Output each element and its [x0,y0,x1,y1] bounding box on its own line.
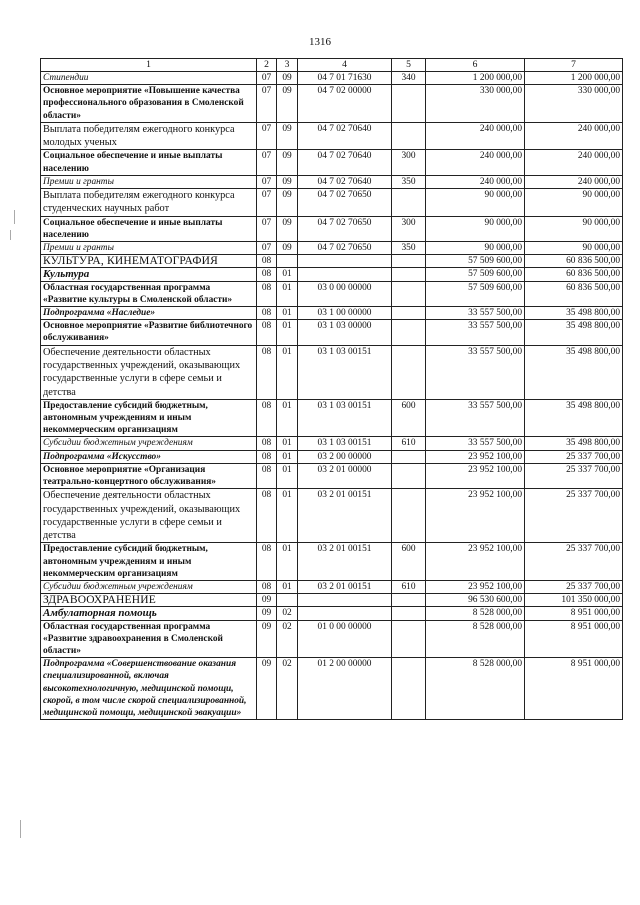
expense-type-code [392,345,426,399]
table-row [41,543,623,581]
amount-year-2: 90 000,00 [525,242,623,255]
amount-year-1: 96 530 600,00 [426,594,525,607]
table-row [41,450,623,463]
subsection-code: 09 [277,216,298,241]
expense-type-code: 350 [392,242,426,255]
table-row [41,463,623,488]
target-article-code: 04 7 02 70640 [298,122,392,150]
target-article-code: 03 2 01 00151 [298,543,392,581]
amount-year-1: 240 000,00 [426,175,525,188]
scan-mark [10,230,11,240]
subsection-code: 01 [277,399,298,437]
section-code: 08 [257,255,277,268]
subsection-code: 09 [277,189,298,217]
row-name: Выплата победителям ежегодного конкурса студенческих научных работ [41,189,257,217]
row-name: Амбулаторная помощь [41,607,257,620]
amount-year-2: 35 498 800,00 [525,320,623,345]
column-header: 4 [298,59,392,72]
row-name: Подпрограмма «Искусство» [41,450,257,463]
target-article-code: 03 2 01 00151 [298,581,392,594]
amount-year-2: 60 836 500,00 [525,281,623,306]
table-row [41,189,623,217]
table-row [41,150,623,175]
expense-type-code: 600 [392,543,426,581]
section-code: 09 [257,620,277,658]
amount-year-2: 8 951 000,00 [525,620,623,658]
section-code: 08 [257,281,277,306]
section-code: 08 [257,399,277,437]
subsection-code: 02 [277,620,298,658]
target-article-code: 03 0 00 00000 [298,281,392,306]
amount-year-1: 240 000,00 [426,122,525,150]
amount-year-1: 23 952 100,00 [426,450,525,463]
section-code: 07 [257,150,277,175]
row-name: Социальное обеспечение и иные выплаты населению [41,150,257,175]
row-name: КУЛЬТУРА, КИНЕМАТОГРАФИЯ [41,255,257,268]
expense-type-code [392,255,426,268]
amount-year-1: 23 952 100,00 [426,543,525,581]
amount-year-2: 330 000,00 [525,85,623,123]
row-name: Предоставление субсидий бюджетным, автономным учреждениям и иным некоммерческим организациям [41,399,257,437]
amount-year-1: 90 000,00 [426,216,525,241]
expense-type-code [392,320,426,345]
column-header: 6 [426,59,525,72]
expense-type-code [392,268,426,281]
table-row [41,242,623,255]
row-name: Областная государственная программа «Развитие здравоохранения в Смоленской области» [41,620,257,658]
expense-type-code [392,658,426,720]
row-name: Обеспечение деятельности областных государственных учреждений, оказывающих государственные услуги в сфере семьи и детства [41,345,257,399]
amount-year-2: 35 498 800,00 [525,399,623,437]
target-article-code: 04 7 02 70640 [298,150,392,175]
amount-year-2: 8 951 000,00 [525,658,623,720]
subsection-code: 02 [277,607,298,620]
target-article-code: 04 7 01 71630 [298,72,392,85]
row-name: Подпрограмма «Наследие» [41,307,257,320]
table-row [41,399,623,437]
scan-mark [20,820,21,838]
amount-year-2: 240 000,00 [525,122,623,150]
row-name: Подпрограмма «Совершенствование оказания специализированной, включая высокотехнологичную, медицинской помощи, скорой, в том числе скорой специализированной, медицинской помощи, медицинской эвакуации» [41,658,257,720]
amount-year-2: 101 350 000,00 [525,594,623,607]
subsection-code: 01 [277,543,298,581]
section-code: 09 [257,594,277,607]
header-row [41,59,623,72]
amount-year-2: 25 337 700,00 [525,489,623,543]
table-row [41,581,623,594]
amount-year-1: 8 528 000,00 [426,658,525,720]
subsection-code: 01 [277,307,298,320]
amount-year-2: 60 836 500,00 [525,255,623,268]
subsection-code: 01 [277,489,298,543]
expense-type-code [392,463,426,488]
table-row [41,255,623,268]
subsection-code: 01 [277,450,298,463]
target-article-code: 04 7 02 70650 [298,189,392,217]
amount-year-2: 8 951 000,00 [525,607,623,620]
table-row [41,268,623,281]
amount-year-1: 240 000,00 [426,150,525,175]
expense-type-code: 340 [392,72,426,85]
amount-year-1: 33 557 500,00 [426,399,525,437]
section-code: 07 [257,122,277,150]
table-row [41,85,623,123]
target-article-code: 01 2 00 00000 [298,658,392,720]
section-code: 08 [257,450,277,463]
budget-table [40,58,623,720]
target-article-code [298,607,392,620]
expense-type-code [392,85,426,123]
table-row [41,594,623,607]
column-header: 1 [41,59,257,72]
section-code: 08 [257,543,277,581]
amount-year-1: 23 952 100,00 [426,463,525,488]
target-article-code [298,594,392,607]
section-code: 09 [257,658,277,720]
row-name: Премии и гранты [41,242,257,255]
amount-year-1: 330 000,00 [426,85,525,123]
amount-year-2: 25 337 700,00 [525,463,623,488]
amount-year-1: 57 509 600,00 [426,255,525,268]
amount-year-1: 8 528 000,00 [426,620,525,658]
target-article-code: 04 7 02 70650 [298,216,392,241]
expense-type-code [392,450,426,463]
target-article-code [298,255,392,268]
target-article-code: 03 1 03 00000 [298,320,392,345]
amount-year-1: 90 000,00 [426,189,525,217]
expense-type-code [392,489,426,543]
table-row [41,489,623,543]
subsection-code [277,594,298,607]
row-name: Стипендии [41,72,257,85]
column-header: 5 [392,59,426,72]
expense-type-code: 610 [392,437,426,450]
expense-type-code: 300 [392,150,426,175]
subsection-code [277,255,298,268]
amount-year-2: 240 000,00 [525,175,623,188]
amount-year-1: 33 557 500,00 [426,320,525,345]
table-row [41,216,623,241]
amount-year-2: 240 000,00 [525,150,623,175]
expense-type-code: 600 [392,399,426,437]
amount-year-1: 1 200 000,00 [426,72,525,85]
table-row [41,122,623,150]
amount-year-1: 90 000,00 [426,242,525,255]
table-row [41,281,623,306]
amount-year-1: 57 509 600,00 [426,268,525,281]
amount-year-1: 8 528 000,00 [426,607,525,620]
row-name: Основное мероприятие «Повышение качества профессионального образования в Смоленской области» [41,85,257,123]
table-row [41,607,623,620]
target-article-code: 03 2 01 00000 [298,463,392,488]
subsection-code: 01 [277,268,298,281]
subsection-code: 01 [277,581,298,594]
section-code: 08 [257,437,277,450]
column-header: 3 [277,59,298,72]
subsection-code: 09 [277,242,298,255]
subsection-code: 01 [277,463,298,488]
section-code: 07 [257,175,277,188]
expense-type-code: 300 [392,216,426,241]
scan-mark [14,210,15,224]
target-article-code: 03 1 03 00151 [298,399,392,437]
column-header: 2 [257,59,277,72]
expense-type-code [392,281,426,306]
table-row [41,658,623,720]
amount-year-1: 23 952 100,00 [426,489,525,543]
subsection-code: 01 [277,281,298,306]
table-row [41,345,623,399]
target-article-code: 04 7 02 70650 [298,242,392,255]
subsection-code: 09 [277,150,298,175]
subsection-code: 09 [277,72,298,85]
amount-year-2: 60 836 500,00 [525,268,623,281]
expense-type-code [392,122,426,150]
target-article-code: 03 2 00 00000 [298,450,392,463]
row-name: Премии и гранты [41,175,257,188]
subsection-code: 09 [277,175,298,188]
expense-type-code [392,594,426,607]
target-article-code: 03 1 03 00151 [298,437,392,450]
row-name: Обеспечение деятельности областных государственных учреждений, оказывающих государственные услуги в сфере семьи и детства [41,489,257,543]
section-code: 08 [257,463,277,488]
amount-year-2: 1 200 000,00 [525,72,623,85]
table-row [41,72,623,85]
amount-year-1: 33 557 500,00 [426,345,525,399]
amount-year-1: 23 952 100,00 [426,581,525,594]
subsection-code: 09 [277,122,298,150]
row-name: Культура [41,268,257,281]
row-name: Предоставление субсидий бюджетным, автономным учреждениям и иным некоммерческим организациям [41,543,257,581]
target-article-code [298,268,392,281]
subsection-code: 01 [277,320,298,345]
section-code: 08 [257,581,277,594]
column-header: 7 [525,59,623,72]
expense-type-code [392,620,426,658]
section-code: 07 [257,85,277,123]
subsection-code: 01 [277,437,298,450]
amount-year-2: 35 498 800,00 [525,437,623,450]
amount-year-1: 33 557 500,00 [426,307,525,320]
row-name: Субсидии бюджетным учреждениям [41,581,257,594]
section-code: 08 [257,307,277,320]
expense-type-code: 350 [392,175,426,188]
amount-year-1: 57 509 600,00 [426,281,525,306]
row-name: Основное мероприятие «Организация театрально-концертного обслуживания» [41,463,257,488]
target-article-code: 03 1 00 00000 [298,307,392,320]
target-article-code: 03 1 03 00151 [298,345,392,399]
target-article-code: 01 0 00 00000 [298,620,392,658]
section-code: 08 [257,268,277,281]
section-code: 08 [257,345,277,399]
table-row [41,620,623,658]
amount-year-2: 35 498 800,00 [525,345,623,399]
target-article-code: 03 2 01 00151 [298,489,392,543]
row-name: Основное мероприятие «Развитие библиотечного обслуживания» [41,320,257,345]
amount-year-2: 25 337 700,00 [525,581,623,594]
expense-type-code [392,307,426,320]
table-row [41,320,623,345]
amount-year-2: 90 000,00 [525,189,623,217]
table-row [41,437,623,450]
subsection-code: 09 [277,85,298,123]
row-name: Областная государственная программа «Развитие культуры в Смоленской области» [41,281,257,306]
page-number: 1316 [309,36,331,48]
expense-type-code [392,189,426,217]
section-code: 07 [257,72,277,85]
amount-year-2: 90 000,00 [525,216,623,241]
amount-year-2: 35 498 800,00 [525,307,623,320]
section-code: 08 [257,320,277,345]
row-name: Выплата победителям ежегодного конкурса молодых ученых [41,122,257,150]
row-name: ЗДРАВООХРАНЕНИЕ [41,594,257,607]
section-code: 08 [257,489,277,543]
subsection-code: 02 [277,658,298,720]
expense-type-code [392,607,426,620]
section-code: 07 [257,216,277,241]
amount-year-2: 25 337 700,00 [525,543,623,581]
table-row [41,307,623,320]
target-article-code: 04 7 02 70640 [298,175,392,188]
amount-year-1: 33 557 500,00 [426,437,525,450]
subsection-code: 01 [277,345,298,399]
target-article-code: 04 7 02 00000 [298,85,392,123]
row-name: Социальное обеспечение и иные выплаты населению [41,216,257,241]
section-code: 07 [257,189,277,217]
section-code: 07 [257,242,277,255]
expense-type-code: 610 [392,581,426,594]
section-code: 09 [257,607,277,620]
amount-year-2: 25 337 700,00 [525,450,623,463]
row-name: Субсидии бюджетным учреждениям [41,437,257,450]
table-row [41,175,623,188]
